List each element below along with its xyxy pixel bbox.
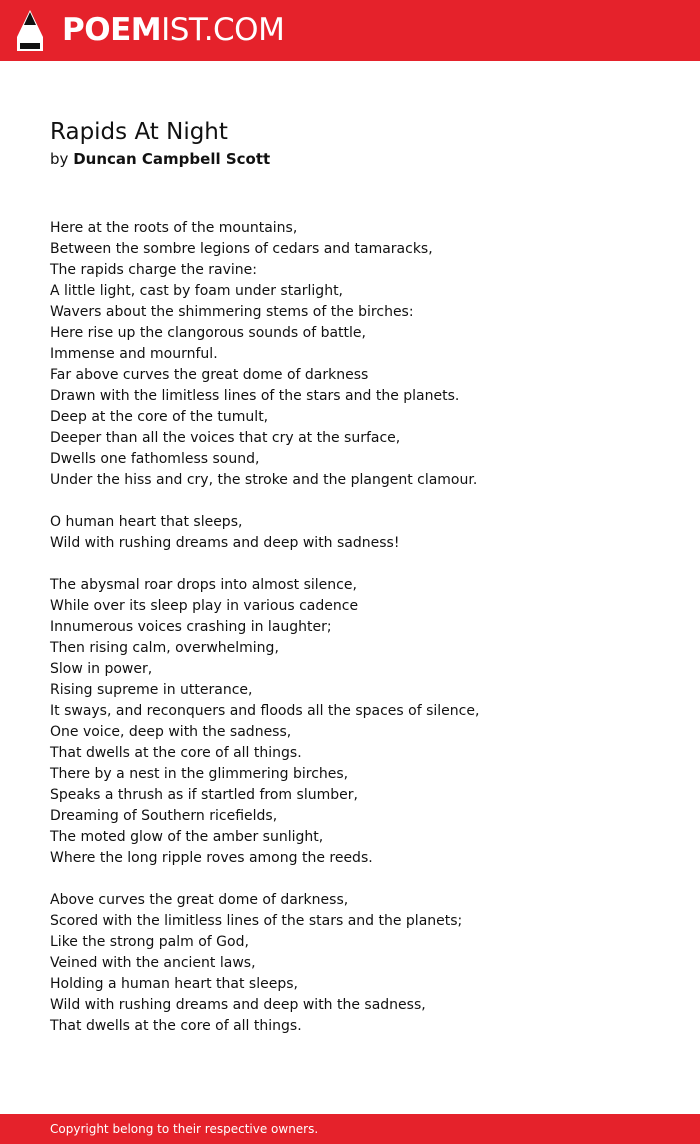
pencil-tip-icon xyxy=(17,10,43,51)
poem-line: O human heart that sleeps, xyxy=(50,514,243,530)
poem-line: That dwells at the core of all things. xyxy=(50,1018,302,1034)
poem-line: Like the strong palm of God, xyxy=(50,934,249,950)
poem-line: Dwells one fathomless sound, xyxy=(50,451,260,467)
poem-line: Slow in power, xyxy=(50,661,153,677)
poem-line: Wild with rushing dreams and deep with sadness! xyxy=(50,535,400,551)
poem-line: Wild with rushing dreams and deep with the sadness, xyxy=(50,997,426,1013)
poem-line: Drawn with the limitless lines of the stars and the planets. xyxy=(50,388,460,404)
by-label: by xyxy=(50,150,69,168)
poem-title: Rapids At Night xyxy=(50,119,228,145)
poem-line: Deep at the core of the tumult, xyxy=(50,409,269,425)
poem-line: Here rise up the clangorous sounds of battle, xyxy=(50,325,366,341)
poem-line: Between the sombre legions of cedars and tamaracks, xyxy=(50,241,433,257)
poem-line: Scored with the limitless lines of the stars and the planets; xyxy=(50,913,463,929)
poem-line: Immense and mournful. xyxy=(50,346,218,362)
poem-line: A little light, cast by foam under starlight, xyxy=(50,283,344,299)
poem-line: Veined with the ancient laws, xyxy=(50,955,256,971)
poem-line: Holding a human heart that sleeps, xyxy=(50,976,298,992)
site-footer xyxy=(0,1114,700,1144)
poem-line: The rapids charge the ravine: xyxy=(50,262,257,278)
poem-line: The abysmal roar drops into almost silence, xyxy=(50,577,357,593)
poem-line: Wavers about the shimmering stems of the birches: xyxy=(50,304,414,320)
poem-line: Then rising calm, overwhelming, xyxy=(50,640,279,656)
site-header xyxy=(0,0,700,61)
poem-stanza xyxy=(50,575,670,869)
poem-line: Dreaming of Southern ricefields, xyxy=(50,808,278,824)
poem-line: Here at the roots of the mountains, xyxy=(50,220,298,236)
poem-line: The moted glow of the amber sunlight, xyxy=(50,829,324,845)
poem-body xyxy=(50,218,670,1058)
poem-line: Innumerous voices crashing in laughter; xyxy=(50,619,332,635)
poem-line: One voice, deep with the sadness, xyxy=(50,724,292,740)
poem-line: Under the hiss and cry, the stroke and the plangent clamour. xyxy=(50,472,478,488)
poem-line: That dwells at the core of all things. xyxy=(50,745,302,761)
poem-line: Deeper than all the voices that cry at the surface, xyxy=(50,430,401,446)
poem-byline xyxy=(50,148,270,170)
poem-line: Far above curves the great dome of darkness xyxy=(50,367,369,383)
poem-line: Where the long ripple roves among the reeds. xyxy=(50,850,373,866)
poem-line: There by a nest in the glimmering birches, xyxy=(50,766,349,782)
poem-stanza xyxy=(50,890,670,1037)
poem-stanza xyxy=(50,218,670,491)
poem-line: While over its sleep play in various cadence xyxy=(50,598,359,614)
poem-line: It sways, and reconquers and floods all the spaces of silence, xyxy=(50,703,480,719)
logo-bold-text: POEM xyxy=(62,12,162,48)
site-logo[interactable] xyxy=(62,12,284,48)
author-name: Duncan Campbell Scott xyxy=(73,150,271,168)
poem-stanza xyxy=(50,512,670,554)
poem-line: Rising supreme in utterance, xyxy=(50,682,253,698)
copyright-notice: Copyright belong to their respective owners. xyxy=(50,1122,319,1136)
poem-line: Speaks a thrush as if startled from slumber, xyxy=(50,787,358,803)
poem-line: Above curves the great dome of darkness, xyxy=(50,892,349,908)
logo-light-text: IST.COM xyxy=(161,12,285,48)
